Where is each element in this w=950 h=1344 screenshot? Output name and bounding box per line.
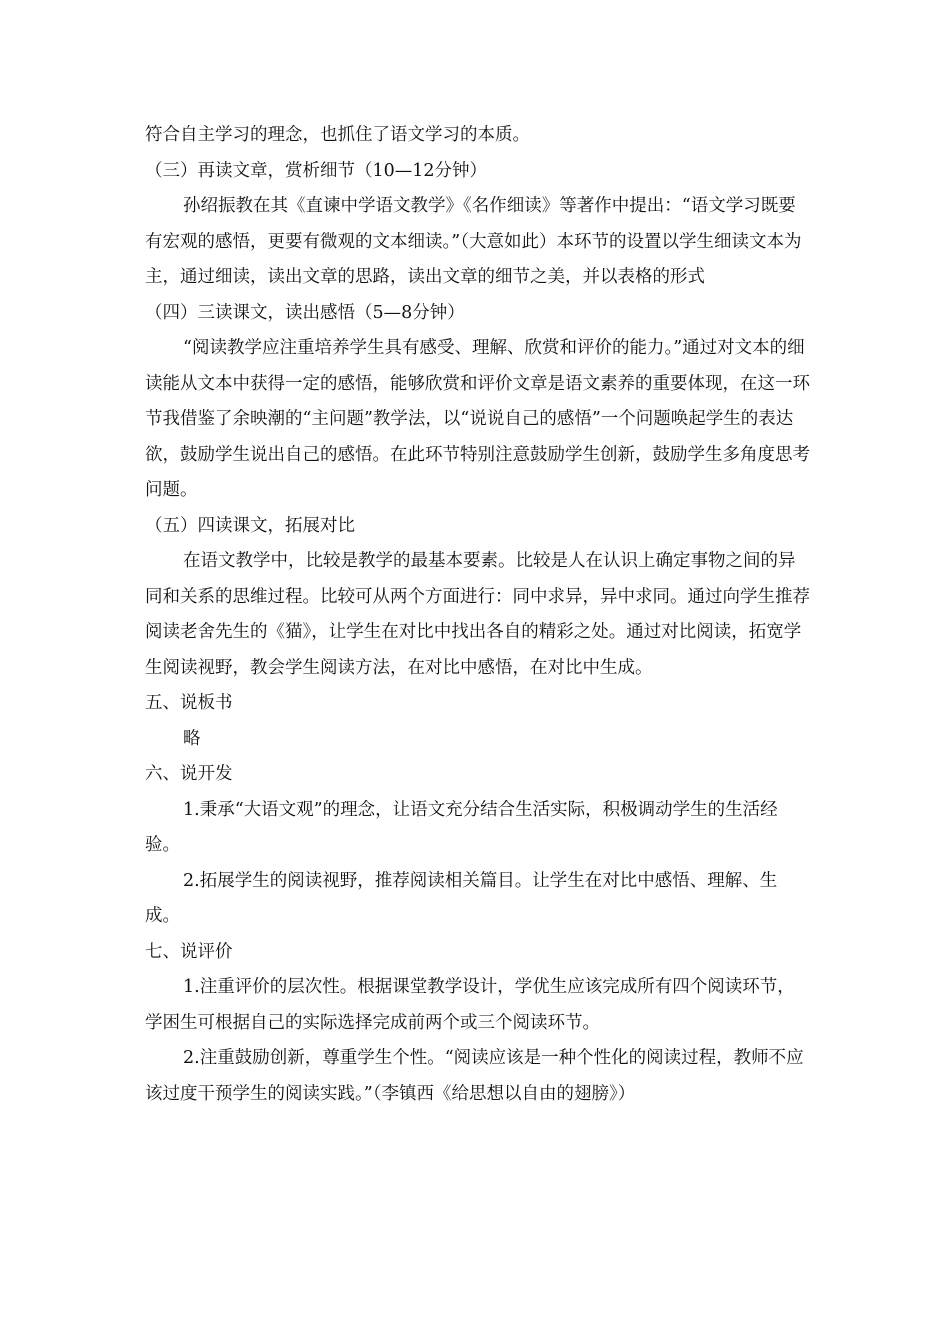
paragraph-section-3: 孙绍振教在其《直谏中学语文教学》《名作细读》等著作中提出：“语文学习既要有宏观的感悟，更要有微观的文本细读。”（大意如此）本环节的设置以学生细读文本为主，通过细读，读出文章的思路，读出文章的细节之美，并以表格的形式 (145, 196, 802, 287)
section-heading-4: （四）三读课文，读出感悟（5—8分钟） (145, 302, 465, 323)
document-body (145, 118, 810, 1112)
paragraph-section-5: 在语文教学中，比较是教学的最基本要素。比较是人在认识上确定事物之间的异同和关系的思维过程。比较可从两个方面进行：同中求异，异中求同。通过向学生推荐阅读老舍先生的《猫》，让学生在对比中找出各自的精彩之处。通过对比阅读，拓宽学生阅读视野，教会学生阅读方法，在对比中感悟，在对比中生成。 (145, 551, 810, 678)
heading-development: 六、说开发 (145, 764, 233, 784)
paragraph-development-1: 1.秉承“大语文观”的理念，让语文充分结合生活实际，积极调动学生的生活经验。 (145, 799, 778, 855)
heading-board-writing: 五、说板书 (145, 693, 233, 713)
heading-evaluation: 七、说评价 (145, 941, 233, 962)
paragraph-board-writing: 略 (183, 728, 201, 749)
paragraph-intro-continuation: 符合自主学习的理念，也抓住了语文学习的本质。 (145, 125, 530, 145)
section-heading-3: （三）再读文章，赏析细节（10—12分钟） (145, 160, 488, 181)
section-heading-5: （五）四读课文，拓展对比 (145, 515, 355, 536)
paragraph-evaluation-2: 2.注重鼓励创新，尊重学生个性。“阅读应该是一种个性化的阅读过程，教师不应该过度干预学生的阅读实践。”（李镇西《给思想以自由的翅膀》） (145, 1048, 804, 1104)
paragraph-development-2: 2.拓展学生的阅读视野，推荐阅读相关篇目。让学生在对比中感悟、理解、生成。 (145, 870, 778, 926)
paragraph-evaluation-1: 1.注重评价的层次性。根据课堂教学设计，学优生应该完成所有四个阅读环节，学困生可根据自己的实际选择完成前两个或三个阅读环节。 (145, 977, 795, 1033)
paragraph-section-4: “阅读教学应注重培养学生具有感受、理解、欣赏和评价的能力。”通过对文本的细读能从文本中获得一定的感悟，能够欣赏和评价文章是语文素养的重要体现，在这一环节我借鉴了余映潮的“主问题”教学法，以“说说自己的感悟”一个问题唤起学生的表达欲，鼓励学生说出自己的感悟。在此环节特别注意鼓励学生创新，鼓励学生多角度思考问题。 (145, 338, 810, 500)
